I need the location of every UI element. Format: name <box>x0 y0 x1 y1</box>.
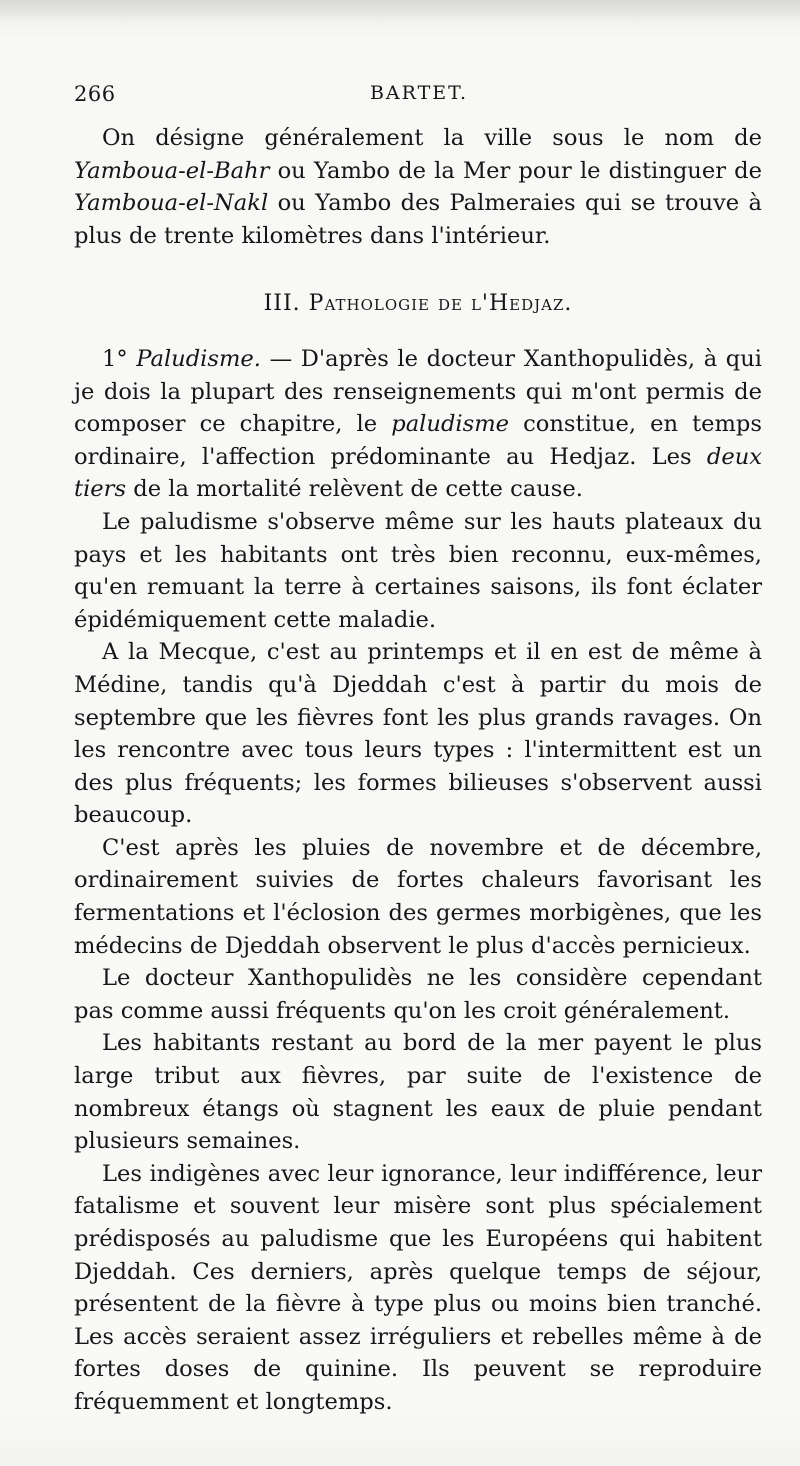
paragraph-pluies: C'est après les pluies de novembre et de décembre, ordinairement suivies de fortes chaleurs favorisant les fermentations et l'éclosion des germes morbigènes, que les médecins de Djeddah observent le plus d'accès pernicieux. <box>74 834 762 959</box>
page-header <box>74 82 764 112</box>
paragraph-xanthopulides: Le docteur Xanthopulidès ne les considère cependant pas comme aussi fréquents qu'on les croit généralement. <box>74 965 762 1024</box>
text-run: ou Yambo des Palmeraies qui se trouve à plus de trente kilomètres dans l'intérieur. <box>74 190 762 249</box>
italic-place-name: Yamboua-el-Nakl <box>74 190 269 217</box>
italic-term: paludisme <box>391 411 510 438</box>
paragraph-hauts-plateaux: Le paludisme s'observe même sur les hauts plateaux du pays et les habitants ont très bien reconnu, eux-mêmes, qu'en remuant la terre à certaines saisons, ils font éclater épidémiquement cette maladie. <box>74 508 762 633</box>
paragraph-habitants: Les habitants restant au bord de la mer payent le plus large tribut aux fièvres, par suite de l'existence de nombreux étangs où stagnent les eaux de pluie pendant plusieurs semaines. <box>74 1030 762 1155</box>
body-text <box>74 122 762 1419</box>
text-run: ou Yambo de la Mer pour le distinguer de <box>269 157 762 184</box>
italic-term: deux tiers <box>74 443 762 503</box>
text-run: constitue, en temps ordinaire, l'affection prédominante au Hedjaz. Les <box>74 411 762 470</box>
section-heading <box>74 288 762 321</box>
section-numeral: III. <box>263 291 301 317</box>
page-top-edge-shadow <box>0 0 800 22</box>
page-number: 266 <box>74 82 116 106</box>
paragraph-mecque: A la Mecque, c'est au printemps et il en est de même à Médine, tandis qu'à Djeddah c'est à partir du mois de septembre que les fièvres font les plus grands ravages. On les rencontre avec tous leurs types : l'intermittent est un des plus fréquents; les formes bilieuses s'observent aussi beaucoup. <box>74 639 762 829</box>
subsection-title: Paludisme. <box>136 345 261 372</box>
paragraph-indigenes: Les indigènes avec leur ignorance, leur indifférence, leur fatalisme et souvent leur misère sont plus spécialement prédisposés au paludisme que les Européens qui habitent Djeddah. Ces derniers, après quelque temps de séjour, présentent de la fièvre à type plus ou moins bien tranché. Les accès seraient assez irréguliers et rebelles même à de fortes doses de quinine. Ils peuvent se reproduire fréquemment et longtemps. <box>74 1160 762 1415</box>
running-title: BARTET. <box>369 82 469 104</box>
subsection-number: 1° <box>102 345 128 372</box>
section-title: Pathologie de l'Hedjaz. <box>308 291 573 317</box>
paragraph-paludisme <box>74 343 762 506</box>
paragraph-intro <box>74 122 762 252</box>
text-run: On désigne généralement la ville sous le nom de <box>102 125 762 151</box>
text-run: — D'après le docteur Xanthopulidès, à qui je dois la plupart des renseignements qui m'ont permis de composer ce chapitre, le <box>74 345 763 438</box>
italic-place-name: Yamboua-el-Bahr <box>74 157 270 184</box>
text-run: de la mortalité relèvent de cette cause. <box>126 476 583 503</box>
